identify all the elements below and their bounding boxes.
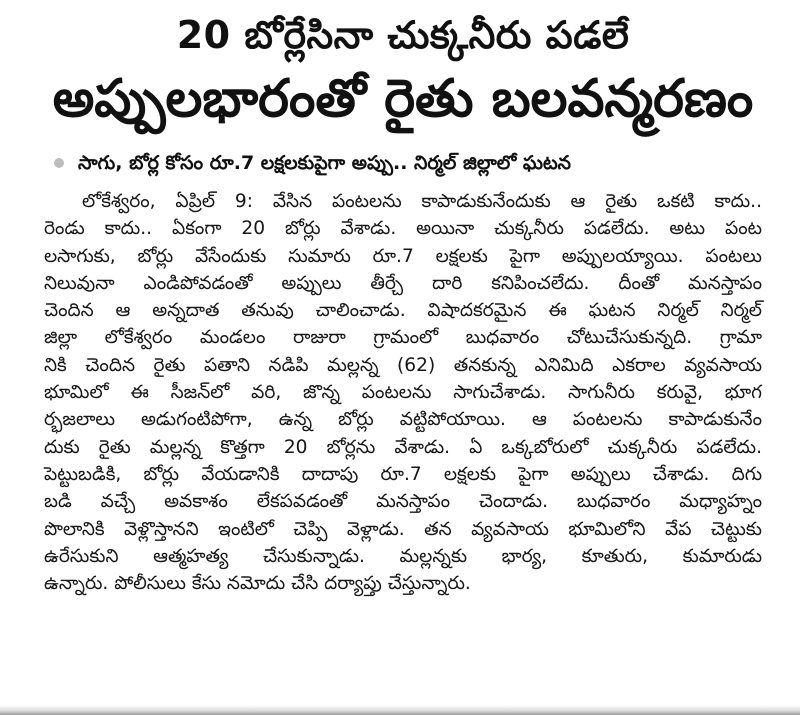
bullet-dot-icon [54, 158, 64, 168]
body-line: ఉన్నారు. పోలీసులు కేసు నమోదు చేసి దర్యాప్తు చేస్తున్నారు. [44, 573, 471, 595]
body-line: పొలానికి వెళ్లొస్తానని ఇంటిలో చెప్పి వెళ్లాడు. తన వ్యవసాయ భూమిలోని వేప చెట్టుకు [44, 518, 762, 540]
article-body [44, 188, 762, 597]
body-line: బడి వచ్చే అవకాశం లేకపవడంతో మనస్తాపం చెందాడు. బుధవారం మధ్యాహ్నం [44, 491, 762, 513]
body-line: రెండు కాదు.. ఏకంగా 20 బోర్లు వేశాడు. అయినా చుక్కనీరు పడలేదు. అటు పంట [44, 218, 762, 240]
body-line: భూమిలో ఈ సీజన్‌లో వరి, జొన్న పంటలను సాగుచేశాడు. సాగునీరు కరువై, భూగ [44, 382, 762, 404]
subheadline-text: సాగు, బోర్ల కోసం రూ.7 లక్షలకుపైగా అప్పు.. నిర్మల్ జిల్లాలో ఘటన [78, 152, 572, 174]
body-line: దుకు రైతు మల్లన్న కొత్తగా 20 బోర్లను వేశాడు. ఏ ఒక్కబోరులో చుక్కనీరు పడలేదు. [44, 436, 762, 458]
body-line: లోకేశ్వరం, ఏప్రిల్ 9: వేసిన పంటలను కాపాడుకునేందుకు ఆ రైతు ఒకటి కాదు.. [82, 191, 762, 212]
body-line: జిల్లా లోకేశ్వరం మండలం రాజురా గ్రామంలో బుధవారం చోటుచేసుకున్నది. గ్రామా [44, 327, 762, 349]
body-line: పెట్టుబడికి, బోర్లు వేయడానికి దాదాపు రూ.7 లక్షలకు పైగా అప్పులు చేశాడు. దిగు [44, 463, 762, 485]
subheadline [44, 150, 762, 176]
clipping-bottom-edge [0, 705, 800, 715]
headline-kicker: 20 బోర్లేసినా చుక్కనీరు పడలే [176, 13, 630, 57]
body-line: చెందిన ఆ అన్నదాత తనువు చాలించాడు. విషాదకరమైన ఈ ఘటన నిర్మల్ నిర్మల్ [44, 300, 762, 322]
body-line: ఉరేసుకుని ఆత్మహత్య చేసుకున్నాడు. మల్లన్నకు భార్య, కూతురు, కుమారుడు [44, 545, 762, 567]
body-line: నిలువునా ఎండిపోవడంతో అప్పులు తీర్చే దారి కనిపించలేదు. దీంతో మనస్తాపం [44, 272, 762, 294]
body-line: నికి చెందిన రైతు పతాని నడిపి మల్లన్న (62) తనకున్న ఎనిమిది ఎకరాల వ్యవసాయ [44, 354, 762, 376]
body-line: ర్భజలాలు అడుగంటిపోగా, ఉన్న బోర్లు వట్టిపోయాయి. ఆ పంటలను కాపాడుకునేం [44, 409, 762, 431]
headline-main: అప్పులభారంతో రైతు బలవన్మరణం [52, 69, 754, 129]
body-line: లసాగుకు, బోర్లు వేసేందుకు సుమారు రూ.7 లక్షలకు పైగా అప్పులయ్యాయి. పంటలు [44, 245, 762, 267]
